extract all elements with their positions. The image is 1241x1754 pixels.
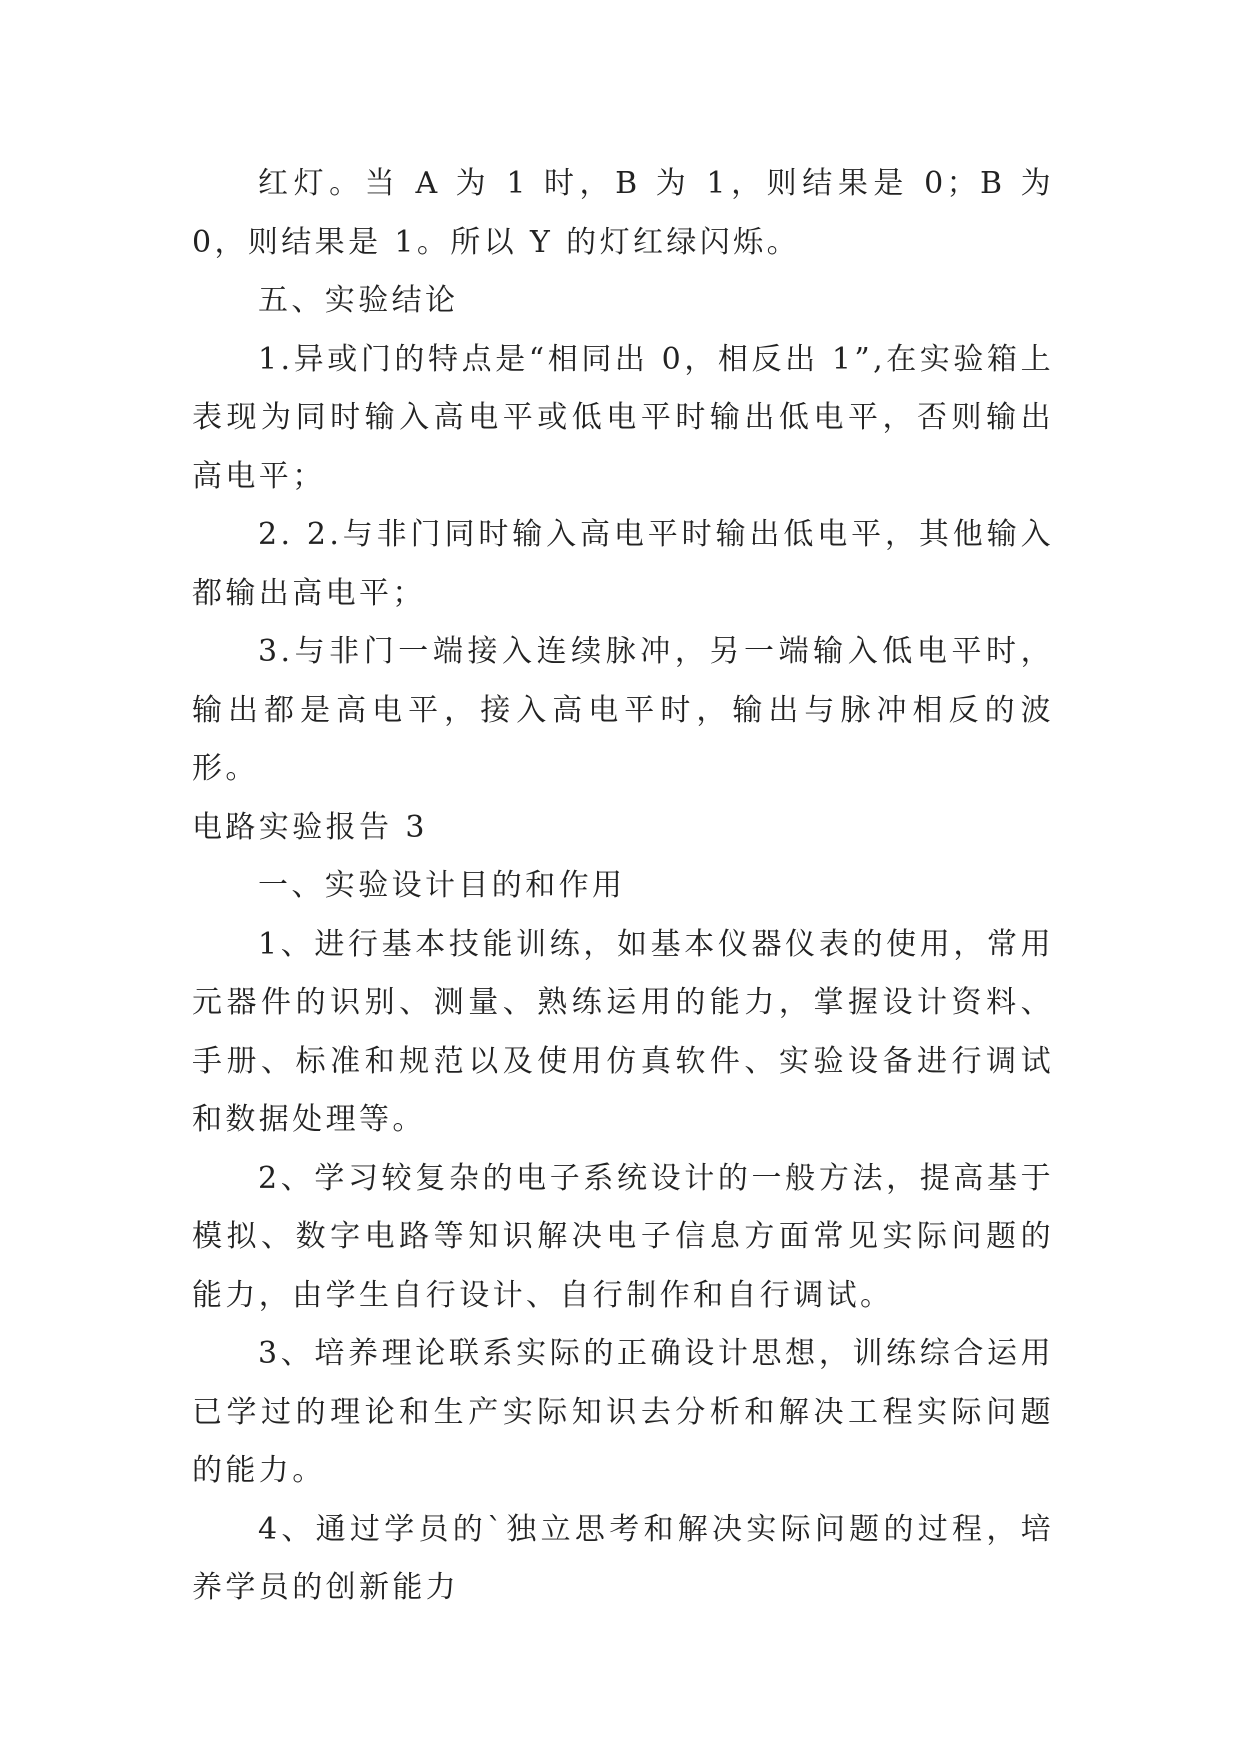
paragraph-nand-gate: 2. 2.与非门同时输入高电平时输出低电平，其他输入都输出高电平； — [192, 517, 1054, 611]
paragraph-red-light-result: 红灯。当 A 为 1 时，B 为 1，则结果是 0；B 为 0，则结果是 1。所以 Y 的灯红绿闪烁。 — [192, 166, 1054, 260]
report-title: 电路实验报告 3 — [192, 809, 428, 845]
paragraph-purpose-3: 3、培养理论联系实际的正确设计思想，训练综合运用已学过的理论和生产实际知识去分析和解决工程实际问题的能力。 — [192, 1336, 1054, 1488]
paragraph-nand-pulse: 3.与非门一端接入连续脉冲，另一端输入低电平时，输出都是高电平，接入高电平时，输出与脉冲相反的波形。 — [192, 634, 1054, 786]
paragraph-xor-gate: 1.异或门的特点是“相同出 0，相反出 1”,在实验箱上表现为同时输入高电平或低电平时输出低电平，否则输出高电平； — [192, 341, 1054, 494]
section-heading-conclusion: 五、实验结论 — [258, 283, 459, 318]
paragraph-purpose-2: 2、学习较复杂的电子系统设计的一般方法，提高基于模拟、数字电路等知识解决电子信息方面常见实际问题的能力，由学生自行设计、自行制作和自行调试。 — [192, 1160, 1054, 1313]
paragraph-purpose-4: 4、通过学员的`独立思考和解决实际问题的过程，培养学员的创新能力 — [192, 1511, 1054, 1605]
document-body — [192, 155, 1054, 1618]
section-heading-purpose: 一、实验设计目的和作用 — [258, 868, 626, 903]
paragraph-purpose-1: 1、进行基本技能训练，如基本仪器仪表的使用，常用元器件的识别、测量、熟练运用的能力，掌握设计资料、手册、标准和规范以及使用仿真软件、实验设备进行调试和数据处理等。 — [192, 926, 1054, 1137]
